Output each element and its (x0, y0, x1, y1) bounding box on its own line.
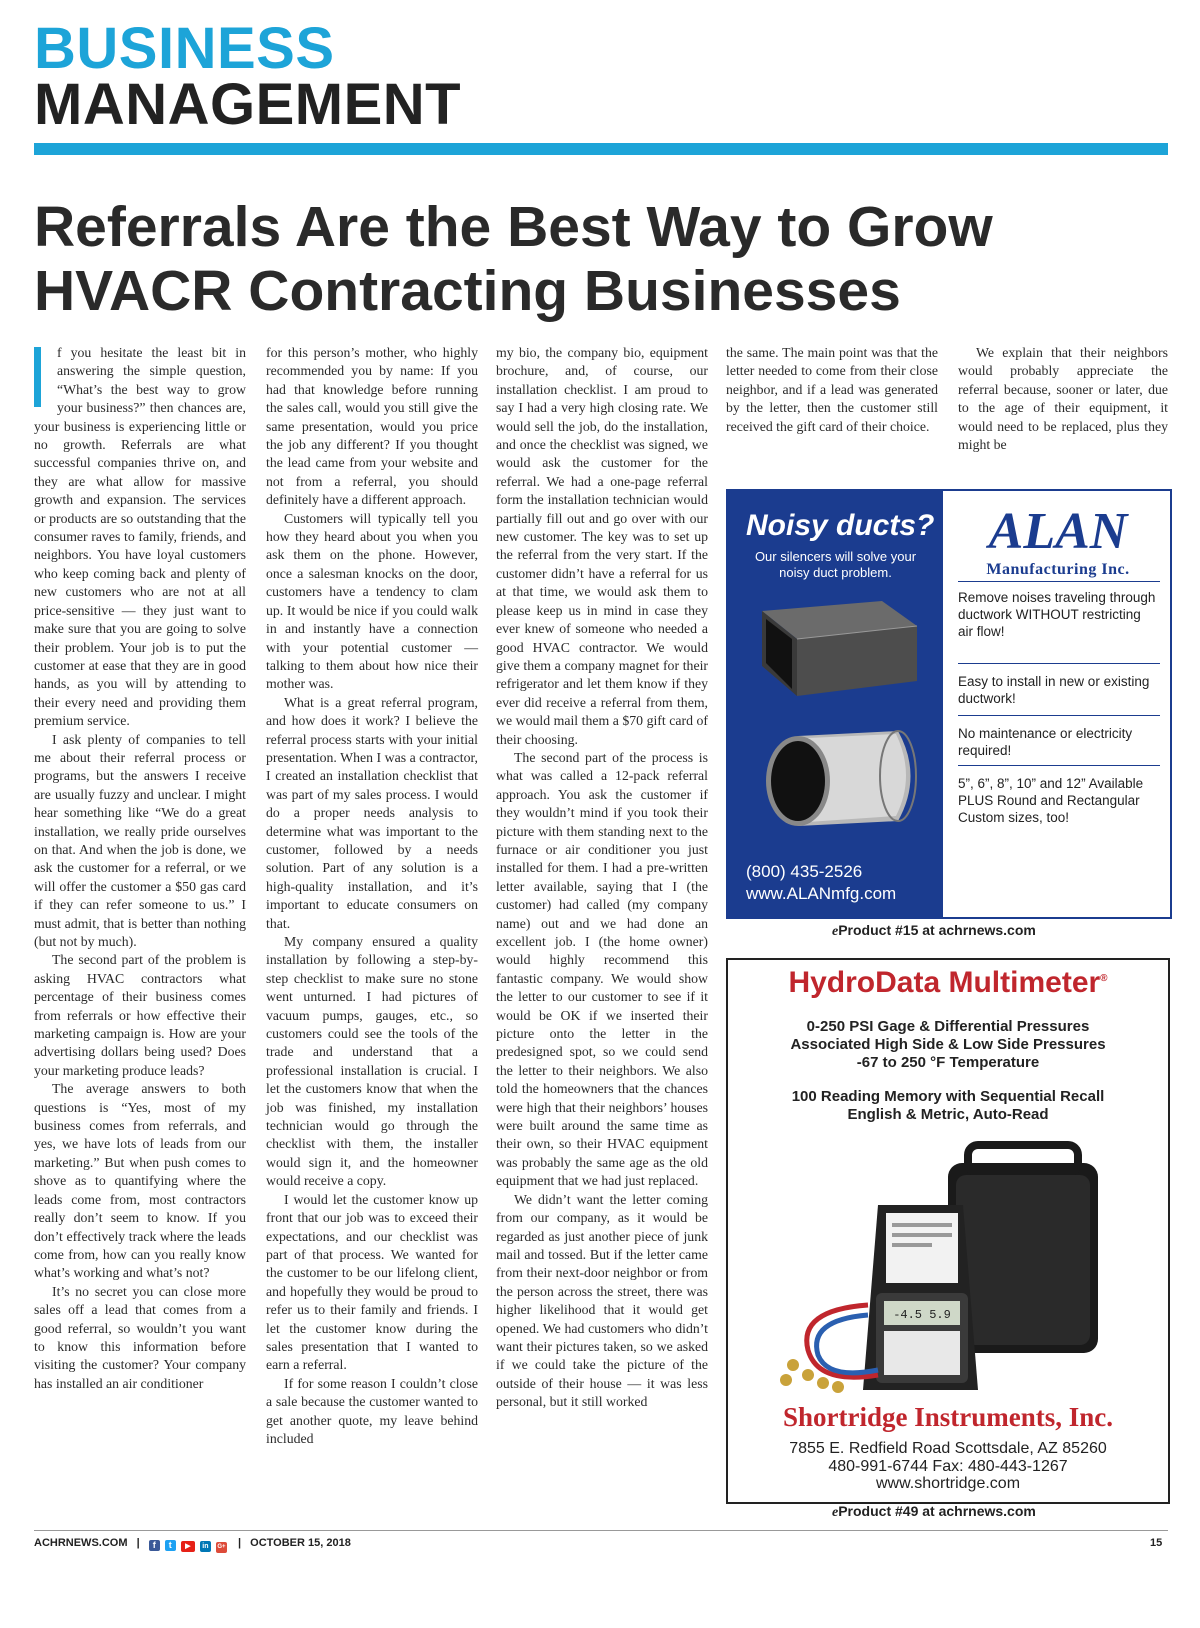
ad-website-link[interactable]: www.ALANmfg.com (746, 884, 897, 903)
eproduct-text: Product #49 at achrnews.com (838, 1503, 1036, 1519)
ad-phone-fax[interactable]: 480-991-6744 Fax: 480-443-1267 (828, 1458, 1068, 1475)
article-paragraph: The average answers to both questions is “Yes, most of my business comes from referrals, and yes, we have lots of leads from our marketing.” But when push comes to shove as to quantifying where the leads come from, most contractors really don’t seem to know. If you don’t effectively track where the leads come from, how can you really know what’s working and what’s not? (34, 1081, 246, 1281)
article-paragraph: f you hesitate the least bit in answering the simple question, “What’s the best way to grow your business?” then chances are, your business is experiencing little or no growth. Referrals are what successful companies thrive on, and they are what allow for massive growth and expansion. The services or products are so outstanding that the consumer raves to family, friends, and neighbors. You have loyal customers who keep coming back and plenty of new customers who are not at all price-sensitive — they just want to make sure that you are going to solve their problem. Your job is to put the customer at ease that they are in good hands, as you will by attending to their every need and providing them premium service. (34, 345, 246, 729)
multimeter-kit-image (768, 1135, 1128, 1397)
alan-logo: ALAN (988, 503, 1128, 560)
ad-spec-line: English & Metric, Auto-Read (847, 1106, 1049, 1123)
section-rule (34, 143, 1168, 155)
divider (958, 581, 1160, 582)
divider (958, 663, 1160, 664)
eproduct-49[interactable] (832, 1503, 1036, 1521)
linkedin-icon[interactable]: in (200, 1541, 211, 1552)
footer-rule (34, 1530, 1168, 1531)
ad-title-text: HydroData Multimeter (788, 966, 1101, 999)
ad-spec-line: -67 to 250 °F Temperature (856, 1054, 1040, 1071)
ad-title (728, 966, 1168, 1000)
footer-separator: | (136, 1537, 140, 1549)
section-title-business: BUSINESS (34, 16, 335, 81)
article-column-2 (266, 344, 478, 1448)
divider (958, 765, 1160, 766)
article-paragraph: We didn’t want the letter coming from our company, as it would be regarded as just another piece of junk mail and tossed. But if the letter came from their next-door neighbor or from the person across the street, there was higher likelihood that it would get opened. We had customers who didn’t want their pictures taken, so we asked if we could take the picture of the outside of their house — it was less personal, but it still worked (496, 1191, 708, 1410)
registered-mark: ® (1100, 973, 1108, 984)
article-paragraph: I ask plenty of companies to tell me about their referral process or programs, but the answers I receive are usually fuzzy and unclear. I might hear something like “We do a great installation, we really pride ourselves on that. And when the job is done, we ask the customer for a referral, or we will offer the customer a $50 gas card if they can refer someone to us.” I must admit, that is better than nothing (but not by much). (34, 731, 246, 949)
youtube-icon[interactable]: ▶ (181, 1541, 195, 1552)
ad-contact (746, 861, 896, 905)
article-column-4 (726, 344, 938, 436)
eproduct-prefix: e (832, 924, 839, 939)
footer-separator: | (238, 1537, 242, 1549)
alan-logo-subtitle: Manufacturing Inc. (986, 561, 1130, 578)
ad-feature: 5”, 6”, 8”, 10” and 12” Available PLUS Round and Rectangular Custom sizes, too! (958, 776, 1144, 825)
divider (958, 715, 1160, 716)
footer-date: OCTOBER 15, 2018 (250, 1537, 351, 1549)
article-headline: Referrals Are the Best Way to Grow HVACR Contracting Businesses (34, 195, 993, 323)
google-plus-icon[interactable]: G+ (216, 1542, 227, 1553)
article-paragraph: It’s no secret you can close more sales off a lead that comes from a good referral, so wouldn’t you want to know this information before visiting the customer? Your company has installed an air conditioner (34, 1283, 246, 1391)
article-paragraph: my bio, the company bio, equipment brochure, and, of course, our installation checklist. I am proud to say I had a very high closing rate. We would sell the job, do the installation, and once the checklist was signed, we would ask the customer for the referral. We had a one-page referral form the installation technician would partially fill out and go over with our new customer. The key was to set up the referral from the very start. If the customer didn’t have a referral for us at that time, we would ask them to please keep us in mind in case they ever knew of someone who needed a good HVAC contractor. We would give them a company magnet for their refrigerator and let them know if they ever did receive a referral from them, we would mail them a $70 gift card of their choosing. (496, 345, 708, 747)
article-column-3 (496, 344, 708, 1412)
ad-spec-line: 100 Reading Memory with Sequential Recall (791, 1088, 1105, 1105)
article-paragraph: My company ensured a quality installation by following a step-by-step checklist to make sure no stone went unturned. I had pictures of vacuum pumps, gauges, etc., so customers could see the tools of the trade and understand that a professional installation is crucial. I let the customers know that when the job was finished, my installation technician would go through the checklist with them, the installer would sign it, and the homeowner would receive a copy. (266, 934, 478, 1189)
section-title-management: MANAGEMENT (34, 72, 462, 137)
shortridge-company-name: Shortridge Instruments, Inc. (782, 1402, 1113, 1432)
rectangular-silencer-image (742, 591, 932, 711)
ad-heading: Noisy ducts? (746, 509, 935, 542)
eproduct-prefix: e (832, 1505, 839, 1520)
article-column-5 (958, 344, 1168, 454)
alan-manufacturing-ad[interactable] (726, 489, 1172, 919)
footer-site-link[interactable]: ACHRNEWS.COM (34, 1537, 128, 1549)
article-paragraph: I would let the customer know up front that our job was to exceed their expectations, and our checklist was part of that process. We wanted for the customer to be our lifelong client, and hopefully they would be proud to refer us to their family and friends. I let the customer know during the sales presentation that I wanted to earn a referral. (266, 1191, 478, 1373)
ad-phone[interactable]: (800) 435-2526 (746, 862, 863, 881)
ad-address: 7855 E. Redfield Road Scottsdale, AZ 85260 (789, 1440, 1107, 1457)
page-number: 15 (1150, 1537, 1163, 1549)
round-silencer-image (748, 716, 928, 836)
article-paragraph: Customers will typically tell you how they heard about you when you ask them on the phone. However, once a salesman knocks on the door, customers have a tendency to clam up. It would be nice if you could walk in and instantly have a connection with your potential customer — talking to them about how nice their mother was. (266, 510, 478, 692)
ad-spec-line: Associated High Side & Low Side Pressures (790, 1036, 1106, 1053)
twitter-icon[interactable]: t (165, 1540, 176, 1551)
article-paragraph: The second part of the problem is asking HVAC contractors what percentage of their business comes from referrals or how effective their marketing campaign is. How are your advertising dollars being used? Does your marketing produce leads? (34, 952, 246, 1078)
eproduct-text: Product #15 at achrnews.com (838, 922, 1036, 938)
article-paragraph: for this person’s mother, who highly recommended you by name: If you had that knowledge before running the sales call, would you still give the same presentation, would you price the job any different? If you thought the lead came from your website and not from a referral, you should definitely have a different approach. (266, 345, 478, 508)
drop-cap-bar (34, 347, 41, 407)
ad-feature: No maintenance or electricity required! (958, 726, 1133, 758)
ad-feature: Easy to install in new or existing ductwork! (958, 674, 1150, 706)
article-column-1 (34, 344, 246, 1393)
multimeter-display-reading: -4.5 5.9 (893, 1308, 951, 1322)
ad-feature: Remove noises traveling through ductwork WITHOUT restricting air flow! (958, 590, 1156, 639)
article-paragraph: The second part of the process is what was called a 12-pack referral approach. You ask the customer if they wouldn’t mind if you took their picture with them standing next to the furnace or air conditioner you just installed for them. I had a pre-written letter available, saying that I (the customer) had called (my company name) out and we had done an excellent job. I (the home owner) would highly recommend this fantastic company. We would show the letter to our customer to see if it would be OK if we inserted their picture onto the letter in the predesigned spot, so we could send the letter to their neighbors. We also told the homeowners that the chances were high that their neighbors’ houses were built around the same time as their own, so their HVAC equipment was probably the same age as the old equipment that we had just replaced. (496, 749, 708, 1189)
page-footer (34, 1537, 351, 1553)
ad-subheading: Our silencers will solve your noisy duct problem. (754, 549, 917, 580)
facebook-icon[interactable]: f (149, 1540, 160, 1551)
hydrodata-multimeter-ad[interactable] (726, 958, 1170, 1504)
ad-blue-panel (728, 491, 943, 917)
article-paragraph: the same. The main point was that the letter needed to come from their close neighbor, and if a lead was generated by the letter, then the customer still received the gift card of their choice. (726, 345, 938, 434)
eproduct-15[interactable] (832, 922, 1036, 940)
article-paragraph: What is a great referral program, and how does it work? I believe the referral process starts with your initial presentation. When I was a contractor, I created an installation checklist that was part of my sales process. I would do a proper needs analysis to determine what was important to the customer, followed by a needs solution. Part of any solution is a high-quality installation, and it’s important to educate consumers on that. (266, 694, 478, 931)
ad-spec-line: 0-250 PSI Gage & Differential Pressures (806, 1018, 1090, 1035)
article-paragraph: We explain that their neighbors would probably appreciate the referral because, sooner or later, due to the age of their equipment, it would need to be replaced, plus they might be (958, 345, 1168, 453)
ad-website-link[interactable]: www.shortridge.com (875, 1475, 1021, 1492)
article-paragraph: If for some reason I couldn’t close a sale because the customer wanted to get another quote, my leave behind included (266, 1375, 478, 1446)
